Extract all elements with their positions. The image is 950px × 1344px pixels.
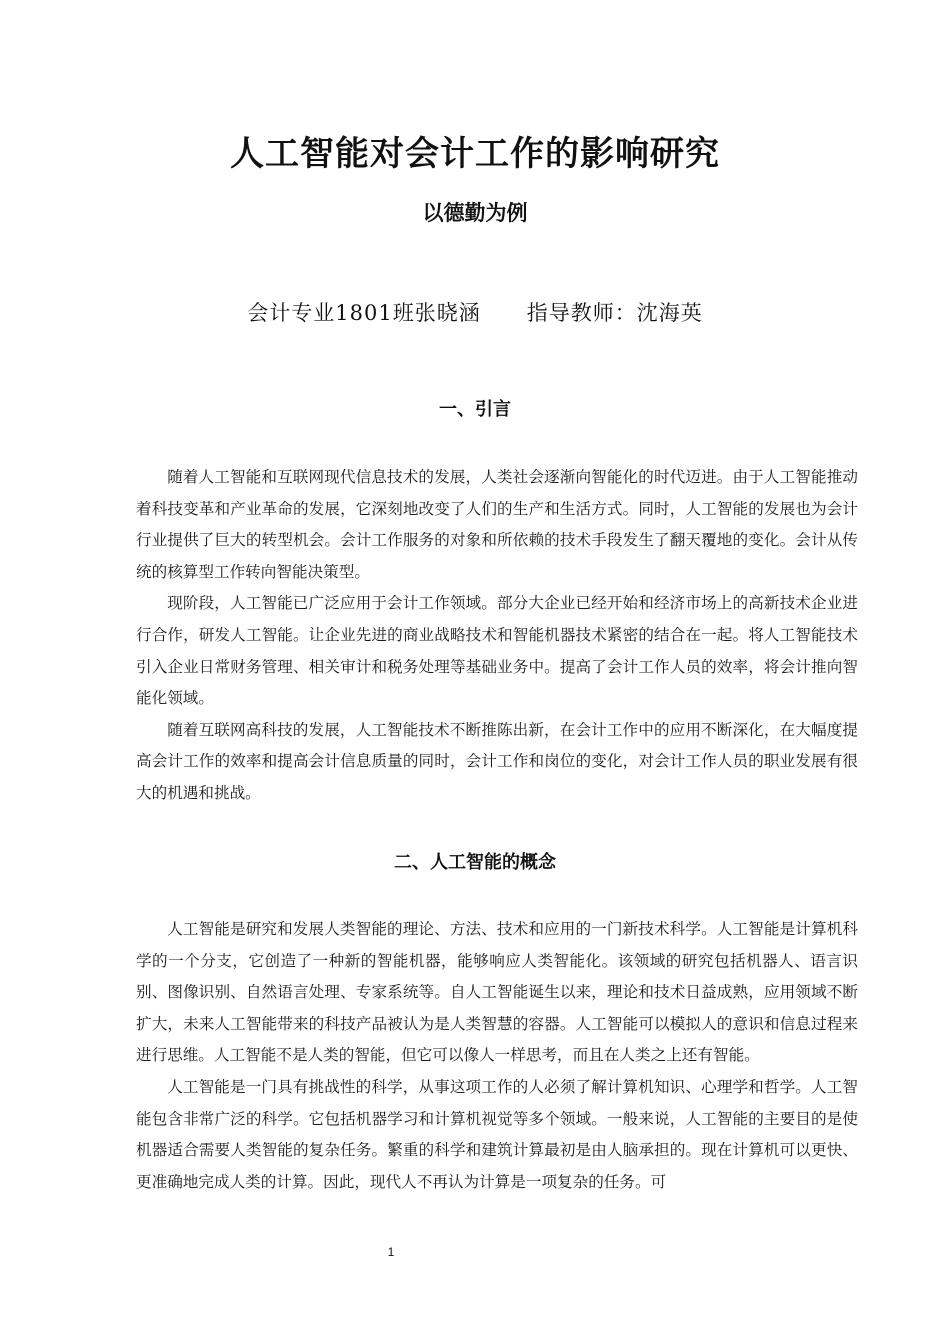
author-line: 会计专业1801班张晓涵 [247,301,481,325]
section-heading-introduction: 一、引言 [439,399,511,420]
document-title: 人工智能对会计工作的影响研究 [230,134,720,174]
section-body-ai-concept [136,914,858,1198]
page-number: 1 [387,1245,395,1259]
section-heading-ai-concept: 二、人工智能的概念 [394,852,556,873]
paragraph: 人工智能是一门具有挑战性的科学，从事这项工作的人必须了解计算机知识、心理学和哲学。人工智能包含非常广泛的科学。它包括机器学习和计算机视觉等多个领域。一般来说，人工智能的主要目的是使机器适合需要人类智能的复杂任务。繁重的科学和建筑计算最初是由人脑承担的。现在计算机可以更快、更准确地完成人类的计算。因此，现代人不再认为计算是一项复杂的任务。可 [136,1077,858,1191]
paragraph: 随着互联网高科技的发展，人工智能技术不断推陈出新，在会计工作中的应用不断深化，在大幅度提高会计工作的效率和提高会计信息质量的同时，会计工作和岗位的变化，对会计工作人员的职业发展有很大的机遇和挑战。 [136,720,858,802]
section-body-introduction [136,462,858,810]
byline [0,298,950,328]
paragraph: 现阶段，人工智能已广泛应用于会计工作领域。部分大企业已经开始和经济市场上的高新技术企业进行合作，研发人工智能。让企业先进的商业战略技术和智能机器技术紧密的结合在一起。将人工智能技术引入企业日常财务管理、相关审计和税务处理等基础业务中。提高了会计工作人员的效率，将会计推向智能化领域。 [136,594,858,708]
document-subtitle: 以德勤为例 [422,201,528,225]
paragraph: 人工智能是研究和发展人类智能的理论、方法、技术和应用的一门新技术科学。人工智能是计算机科学的一个分支，它创造了一种新的智能机器，能够响应人类智能化。该领域的研究包括机器人、语言识别、图像识别、自然语言处理、专家系统等。自人工智能诞生以来，理论和技术日益成熟，应用领域不断扩大，未来人工智能带来的科技产品被认为是人类智慧的容器。人工智能可以模拟人的意识和信息过程来进行思维。人工智能不是人类的智能，但它可以像人一样思考，而且在人类之上还有智能。 [136,920,858,1065]
advisor-line: 指导教师：沈海英 [526,301,703,325]
paragraph: 随着人工智能和互联网现代信息技术的发展，人类社会逐渐向智能化的时代迈进。由于人工智能推动着科技变革和产业革命的发展，它深刻地改变了人们的生产和生活方式。同时，人工智能的发展也为会计行业提供了巨大的转型机会。会计工作服务的对象和所依赖的技术手段发生了翻天覆地的变化。会计从传统的核算型工作转向智能决策型。 [136,468,858,581]
